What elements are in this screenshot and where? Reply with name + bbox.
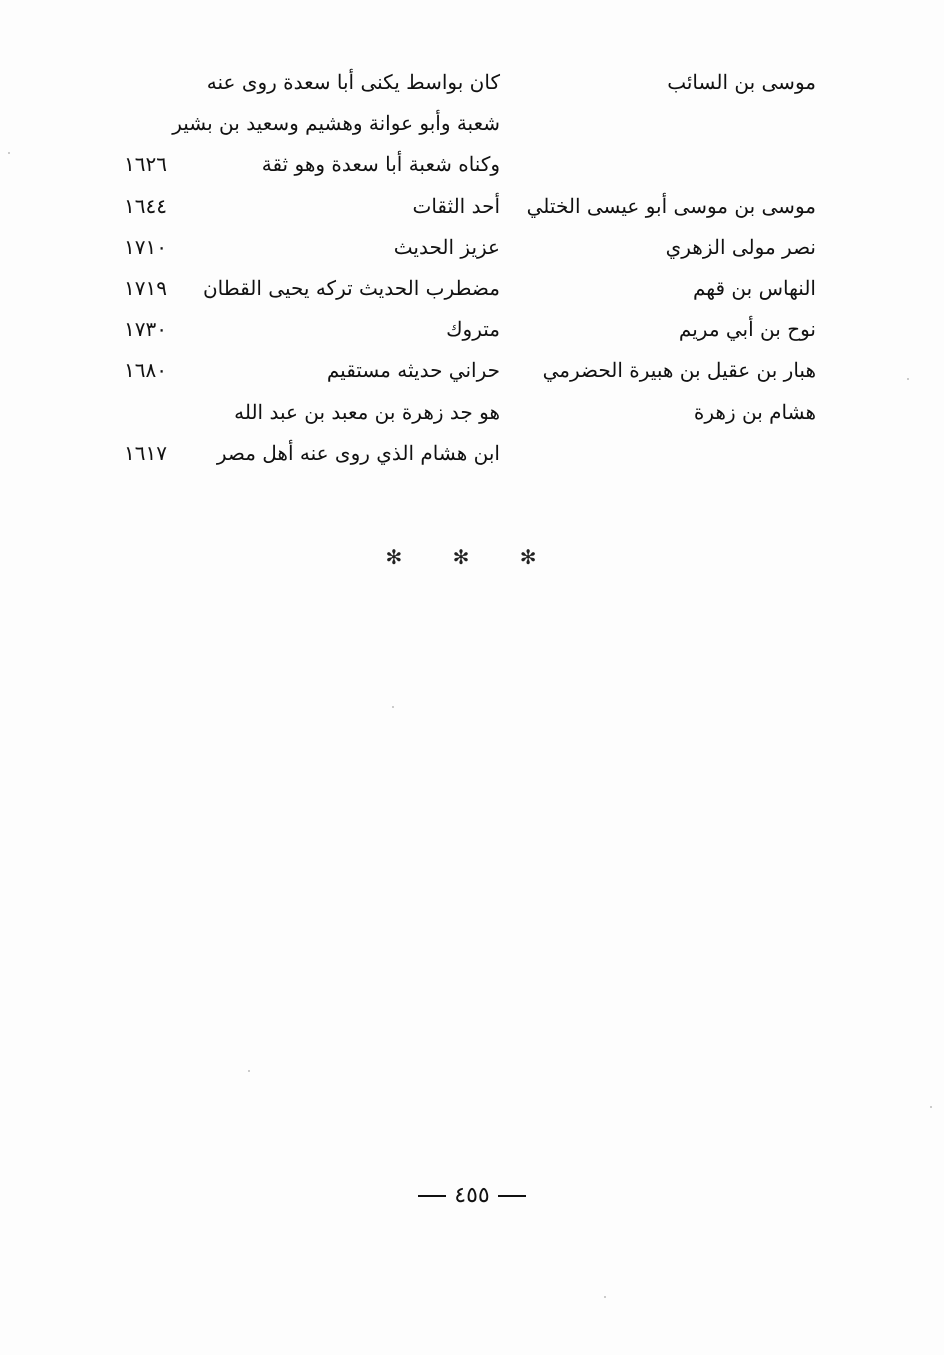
scan-speck <box>8 152 10 154</box>
table-row <box>0 268 944 309</box>
narrator-note: أحد الثقات <box>412 193 500 218</box>
scan-speck <box>392 706 394 708</box>
dash-left <box>418 1195 446 1197</box>
page-number: ٤٥٥ <box>454 1183 490 1208</box>
table-row <box>0 350 944 391</box>
entry-number: ١٦٤٤ <box>124 193 167 218</box>
table-row <box>0 103 944 144</box>
narrator-name: نوح بن أبي مريم <box>678 317 816 342</box>
entry-number: ١٦٨٠ <box>124 358 167 383</box>
narrator-note: كان بواسط يكنى أبا سعدة روى عنه <box>206 70 500 94</box>
entry-number: ١٧١٠ <box>124 234 167 259</box>
table-row <box>0 144 944 185</box>
narrator-note: وكناه شعبة أبا سعدة وهو ثقة <box>261 152 500 177</box>
dash-right <box>498 1195 526 1197</box>
narrator-note: شعبة وأبو عوانة وهشيم وسعيد بن بشير <box>172 111 500 136</box>
page-number-footer <box>0 1183 944 1208</box>
narrator-note: حراني حديثه مستقيم <box>326 358 500 383</box>
narrator-name: النهاس بن قهم <box>692 275 816 300</box>
scan-speck <box>248 1070 250 1072</box>
narrator-table <box>0 62 944 474</box>
scan-speck <box>604 1296 606 1298</box>
entry-number: ١٧١٩ <box>124 275 167 300</box>
entry-number: ١٦١٧ <box>124 440 167 465</box>
narrator-name: نصر مولى الزهري <box>665 234 816 259</box>
scan-speck <box>907 378 909 380</box>
narrator-name: موسى بن السائب <box>667 70 816 94</box>
table-row <box>0 309 944 350</box>
table-row <box>0 392 944 433</box>
table-row <box>0 62 944 103</box>
table-row <box>0 433 944 474</box>
entry-number: ١٦٢٦ <box>124 152 167 177</box>
section-separator: ✻ ✻ ✻ <box>385 545 559 569</box>
narrator-name: هبار بن عقيل بن هبيرة الحضرمي <box>542 358 816 383</box>
narrator-note: هو جد زهرة بن معبد بن عبد الله <box>234 399 500 424</box>
table-row <box>0 186 944 227</box>
narrator-note: متروك <box>446 317 500 342</box>
narrator-name: هشام بن زهرة <box>693 399 816 424</box>
narrator-note: عزيز الحديث <box>393 234 500 259</box>
narrator-note: ابن هشام الذي روى عنه أهل مصر <box>216 440 500 465</box>
entry-number: ١٧٣٠ <box>124 317 167 342</box>
scan-speck <box>930 1106 932 1108</box>
narrator-name: موسى بن موسى أبو عيسى الختلي <box>526 193 816 218</box>
narrator-note: مضطرب الحديث تركه يحيى القطان <box>202 275 500 300</box>
table-row <box>0 227 944 268</box>
